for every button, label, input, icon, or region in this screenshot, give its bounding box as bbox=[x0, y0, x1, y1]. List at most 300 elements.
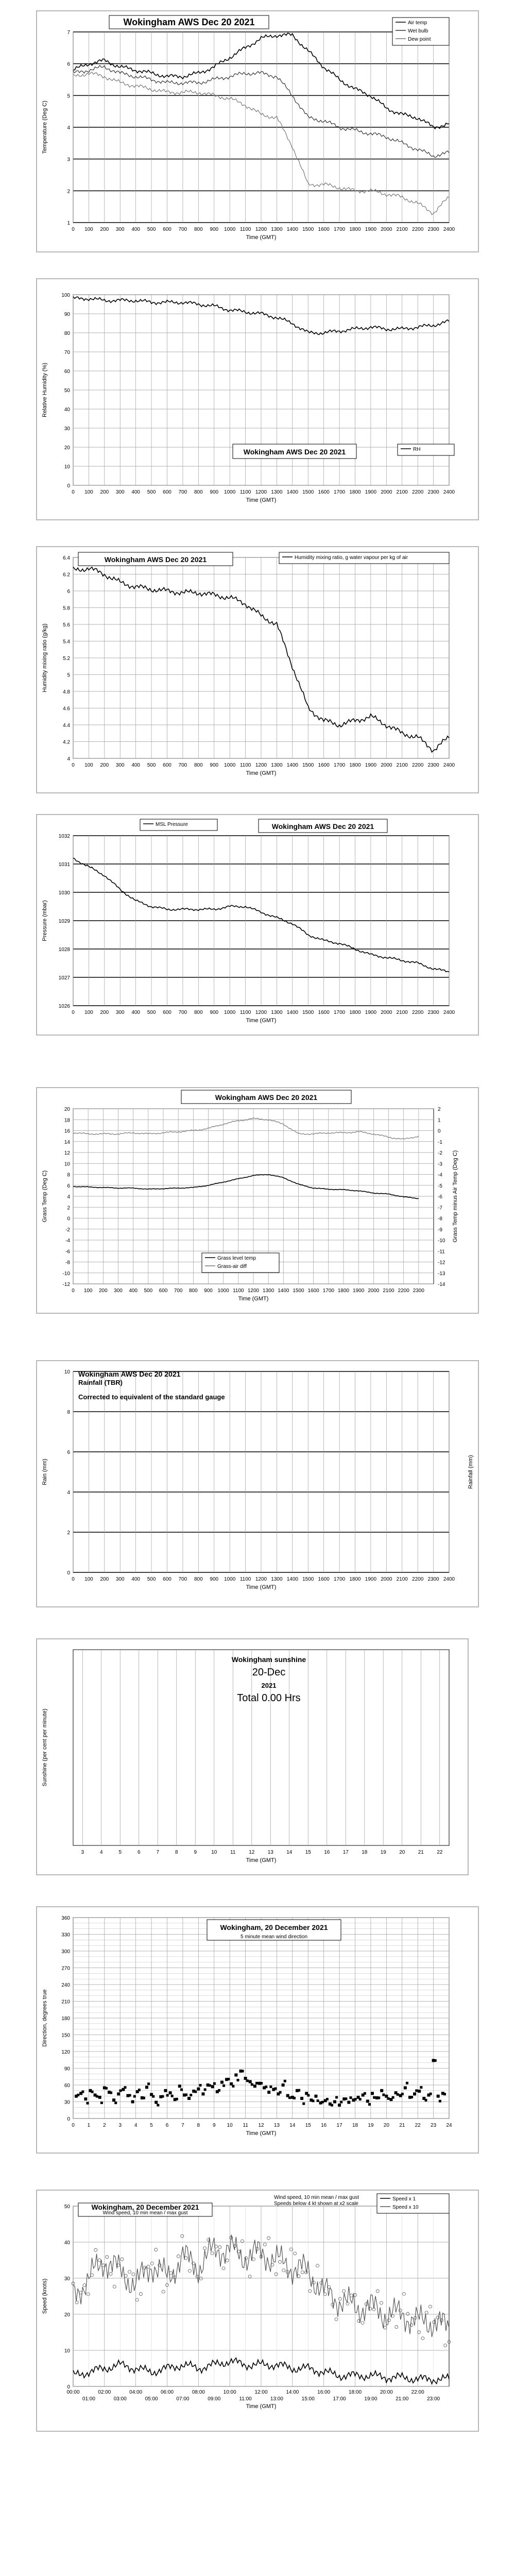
data-point bbox=[314, 2095, 317, 2098]
x-tick-label: 1400 bbox=[286, 489, 298, 495]
data-point bbox=[424, 2099, 427, 2102]
data-point bbox=[418, 2090, 421, 2093]
x-tick-label: 9 bbox=[212, 2123, 216, 2128]
x-tick-label: 200 bbox=[98, 1288, 108, 1294]
x-tick-label: 02:00 bbox=[98, 2389, 111, 2395]
data-point bbox=[91, 2091, 94, 2093]
x-tick-label: 2300 bbox=[427, 762, 439, 768]
data-point bbox=[96, 2095, 98, 2098]
x-tick-label: 12 bbox=[258, 2123, 264, 2128]
wind-direction-chart bbox=[37, 1907, 478, 2153]
x-tick-label: 1100 bbox=[239, 227, 251, 232]
y-tick-label: 5.2 bbox=[63, 656, 70, 662]
x-tick-label: 3 bbox=[81, 1850, 84, 1855]
x-axis-label: Time (GMT) bbox=[238, 1296, 269, 1302]
x-tick-label: 1500 bbox=[302, 1577, 314, 1582]
data-point bbox=[100, 2102, 103, 2104]
y2-tick-label: -12 bbox=[438, 1260, 445, 1266]
x-tick-label: 2200 bbox=[398, 1288, 409, 1294]
x-tick-label: 1800 bbox=[349, 1010, 361, 1015]
data-point bbox=[86, 2102, 89, 2105]
chart-title: Wokingham AWS Dec 20 2021 bbox=[215, 1093, 318, 1101]
x-tick-label: 1000 bbox=[224, 227, 236, 232]
x-tick-label: 10 bbox=[227, 2123, 233, 2128]
chart-subtitle-date: 20-Dec bbox=[252, 1667, 286, 1678]
x-tick-label: 2300 bbox=[427, 1577, 439, 1582]
data-point bbox=[338, 2104, 341, 2107]
y-tick-label: 1032 bbox=[58, 834, 70, 839]
y-tick-label: -12 bbox=[62, 1282, 70, 1287]
y-tick-label: 120 bbox=[61, 2049, 70, 2055]
data-point bbox=[443, 2093, 446, 2095]
x-tick-label: 1500 bbox=[302, 762, 314, 768]
x-tick-label: 1000 bbox=[224, 1577, 236, 1582]
data-point bbox=[152, 2095, 154, 2098]
y-tick-label: 10 bbox=[64, 464, 70, 470]
data-point bbox=[161, 2095, 164, 2098]
y-tick-label: 20 bbox=[64, 445, 70, 451]
x-tick-label: 1500 bbox=[302, 1010, 314, 1015]
x-tick-label: 2200 bbox=[412, 1577, 424, 1582]
y2-axis-label: Rainfall (mm) bbox=[468, 1455, 474, 1489]
x-tick-label: 400 bbox=[129, 1288, 138, 1294]
x-tick-label: 2400 bbox=[443, 1577, 455, 1582]
y2-tick-label: -10 bbox=[438, 1238, 445, 1244]
y-tick-label: 16 bbox=[64, 1128, 70, 1134]
x-tick-label: 2300 bbox=[427, 227, 439, 232]
x-tick-label: 1200 bbox=[247, 1288, 260, 1294]
data-point bbox=[288, 2096, 291, 2099]
y-tick-label: -2 bbox=[65, 1227, 70, 1233]
x-tick-label: 18 bbox=[362, 1850, 368, 1855]
y-tick-label: 6.4 bbox=[63, 555, 70, 561]
y-axis-label: Speed (knots) bbox=[42, 2278, 48, 2314]
data-point bbox=[77, 2094, 79, 2096]
x-tick-label: 1100 bbox=[239, 1010, 251, 1015]
x-tick-label: 19:00 bbox=[364, 2396, 377, 2402]
data-point bbox=[114, 2102, 117, 2104]
data-point bbox=[255, 2082, 258, 2084]
data-point bbox=[246, 2079, 249, 2082]
x-tick-label: 800 bbox=[194, 1010, 203, 1015]
data-point bbox=[430, 2093, 432, 2095]
chart-subtitle: Rainfall (TBR) bbox=[78, 1379, 123, 1386]
x-tick-label: 800 bbox=[194, 489, 203, 495]
x-tick-label: 1000 bbox=[217, 1288, 229, 1294]
x-tick-label: 11 bbox=[230, 1850, 236, 1855]
y-tick-label: 50 bbox=[64, 388, 70, 394]
x-tick-label: 200 bbox=[100, 227, 109, 232]
y-tick-label: 210 bbox=[61, 1999, 70, 2005]
y-axis-label: Humidity mixing ratio (g/kg) bbox=[42, 623, 48, 692]
y-tick-label: 50 bbox=[64, 2204, 70, 2210]
data-point bbox=[190, 2094, 192, 2096]
y-tick-label: 6.2 bbox=[63, 572, 70, 578]
wind-speed-chart bbox=[37, 2191, 478, 2431]
x-tick-label: 800 bbox=[188, 1288, 198, 1294]
x-tick-label: 1600 bbox=[318, 489, 330, 495]
x-tick-label: 21 bbox=[418, 1850, 424, 1855]
x-tick-label: 1900 bbox=[353, 1288, 365, 1294]
x-tick-label: 100 bbox=[84, 1010, 93, 1015]
legend-label: Dew point bbox=[408, 37, 431, 42]
x-tick-label: 600 bbox=[163, 1010, 171, 1015]
x-tick-label: 9 bbox=[194, 1850, 197, 1855]
data-point bbox=[145, 2086, 148, 2089]
data-point bbox=[197, 2088, 200, 2091]
temperature-chart-panel bbox=[36, 10, 479, 252]
data-point bbox=[178, 2084, 181, 2088]
x-tick-label: 17:00 bbox=[333, 2396, 346, 2402]
x-tick-label: 2200 bbox=[412, 1010, 424, 1015]
x-tick-label: 20 bbox=[383, 2123, 389, 2128]
data-point bbox=[415, 2089, 418, 2092]
x-tick-label: 400 bbox=[131, 489, 141, 495]
y-tick-label: 1027 bbox=[58, 975, 70, 981]
data-point bbox=[317, 2099, 319, 2102]
y-tick-label: 4.6 bbox=[63, 706, 70, 712]
y-tick-label: 5 bbox=[67, 93, 70, 99]
wind-speed-chart-panel bbox=[36, 2190, 479, 2432]
y-tick-label: 90 bbox=[64, 312, 70, 317]
data-point bbox=[293, 2097, 296, 2099]
data-point bbox=[119, 2089, 122, 2092]
x-tick-label: 12 bbox=[249, 1850, 255, 1855]
x-tick-label: 5 bbox=[150, 2123, 153, 2128]
y-tick-label: 40 bbox=[64, 407, 70, 413]
x-tick-label: 09:00 bbox=[208, 2396, 221, 2402]
data-point bbox=[434, 2059, 437, 2062]
pressure-chart-panel bbox=[36, 814, 479, 1036]
x-tick-label: 2300 bbox=[427, 489, 439, 495]
x-tick-label: 400 bbox=[131, 1577, 141, 1582]
x-tick-label: 2400 bbox=[443, 489, 455, 495]
data-point bbox=[187, 2097, 191, 2100]
x-tick-label: 05:00 bbox=[145, 2396, 158, 2402]
x-tick-label: 1300 bbox=[271, 762, 283, 768]
data-point bbox=[364, 2092, 366, 2095]
x-tick-label: 100 bbox=[83, 1288, 93, 1294]
x-tick-label: 1800 bbox=[349, 489, 361, 495]
x-tick-label: 2000 bbox=[381, 1010, 392, 1015]
data-point bbox=[154, 2101, 158, 2104]
y-axis-label: Relative Humidity (%) bbox=[42, 363, 48, 417]
x-tick-label: 1500 bbox=[293, 1288, 304, 1294]
x-tick-label: 12:00 bbox=[254, 2389, 268, 2395]
data-point bbox=[401, 2093, 404, 2095]
x-tick-label: 1000 bbox=[224, 489, 236, 495]
data-point bbox=[269, 2086, 272, 2088]
x-tick-label: 15:00 bbox=[301, 2396, 315, 2402]
data-point bbox=[321, 2101, 324, 2104]
data-point bbox=[371, 2092, 374, 2095]
x-tick-label: 1700 bbox=[333, 1577, 346, 1582]
x-tick-label: 300 bbox=[115, 1010, 125, 1015]
x-tick-label: 600 bbox=[163, 227, 171, 232]
x-tick-label: 700 bbox=[178, 762, 187, 768]
x-tick-label: 1400 bbox=[286, 762, 298, 768]
x-tick-label: 03:00 bbox=[113, 2396, 127, 2402]
x-tick-label: 1600 bbox=[318, 1010, 330, 1015]
x-axis-label: Time (GMT) bbox=[246, 1018, 277, 1024]
data-point bbox=[439, 2100, 441, 2103]
x-tick-label: 2100 bbox=[396, 489, 408, 495]
y2-tick-label: 2 bbox=[438, 1107, 441, 1112]
x-tick-label: 2100 bbox=[396, 1577, 408, 1582]
x-tick-label: 2300 bbox=[427, 1010, 439, 1015]
x-tick-label: 07:00 bbox=[176, 2396, 190, 2402]
data-point bbox=[143, 2097, 145, 2099]
x-tick-label: 2000 bbox=[381, 1577, 392, 1582]
x-tick-label: 100 bbox=[84, 1577, 93, 1582]
y2-tick-label: -7 bbox=[438, 1205, 442, 1211]
x-tick-label: 700 bbox=[178, 1010, 187, 1015]
x-tick-label: 200 bbox=[100, 489, 109, 495]
x-tick-label: 400 bbox=[131, 1010, 141, 1015]
x-tick-label: 500 bbox=[147, 227, 156, 232]
x-tick-label: 1800 bbox=[337, 1288, 350, 1294]
x-tick-label: 6 bbox=[165, 2123, 169, 2128]
data-point bbox=[307, 2094, 310, 2097]
x-tick-label: 2400 bbox=[443, 1010, 455, 1015]
data-point bbox=[380, 2089, 383, 2092]
y-tick-label: 180 bbox=[61, 2016, 70, 2022]
x-tick-label: 200 bbox=[100, 1577, 109, 1582]
chart-title: Wokingham, 20 December 2021 bbox=[220, 1923, 328, 1931]
data-point bbox=[176, 2098, 178, 2100]
x-tick-label: 1100 bbox=[239, 1577, 251, 1582]
x-tick-label: 700 bbox=[178, 1577, 187, 1582]
y2-axis-label: Grass Temp minus Air Temp (Deg C) bbox=[452, 1150, 458, 1243]
x-tick-label: 16 bbox=[321, 2123, 327, 2128]
y-tick-label: 0 bbox=[67, 1216, 70, 1222]
x-tick-label: 1700 bbox=[333, 762, 346, 768]
data-point bbox=[260, 2082, 263, 2084]
x-tick-label: 600 bbox=[163, 1577, 171, 1582]
x-tick-label: 2000 bbox=[381, 762, 392, 768]
legend-box bbox=[398, 444, 454, 455]
y-tick-label: 1 bbox=[67, 221, 70, 226]
plot-area bbox=[73, 1650, 449, 1845]
data-point bbox=[410, 2096, 413, 2098]
chart-subtitle: Wind speed, 10 min mean / max gust bbox=[274, 2195, 359, 2200]
chart-title: Wokingham AWS Dec 20 2021 bbox=[123, 17, 255, 27]
data-point bbox=[253, 2084, 256, 2088]
x-axis-label: Time (GMT) bbox=[246, 770, 277, 776]
x-tick-label: 6 bbox=[137, 1850, 141, 1855]
x-tick-label: 1900 bbox=[365, 489, 377, 495]
y-tick-label: -10 bbox=[62, 1270, 70, 1277]
x-tick-label: 1900 bbox=[365, 1577, 377, 1582]
data-point bbox=[300, 2097, 303, 2100]
data-point bbox=[218, 2089, 220, 2092]
x-tick-label: 00:00 bbox=[66, 2389, 80, 2395]
x-tick-label: 300 bbox=[115, 489, 125, 495]
y-tick-label: 3 bbox=[67, 157, 70, 163]
x-tick-label: 1300 bbox=[271, 227, 283, 232]
x-tick-label: 1200 bbox=[255, 762, 267, 768]
x-tick-label: 19 bbox=[380, 1850, 386, 1855]
x-tick-label: 22 bbox=[437, 1850, 443, 1855]
x-tick-label: 1200 bbox=[255, 227, 267, 232]
x-tick-label: 06:00 bbox=[160, 2389, 174, 2395]
x-tick-label: 22:00 bbox=[411, 2389, 424, 2395]
data-point bbox=[385, 2095, 388, 2098]
data-point bbox=[242, 2070, 244, 2072]
chart-subtitle-year: 2021 bbox=[261, 1682, 277, 1689]
y-tick-label: 300 bbox=[61, 1949, 70, 1955]
y-tick-label: 60 bbox=[64, 2083, 70, 2089]
y-tick-label: 100 bbox=[61, 293, 70, 298]
data-point bbox=[298, 2089, 300, 2092]
y-tick-label: 4 bbox=[67, 125, 70, 131]
x-tick-label: 1200 bbox=[255, 1010, 267, 1015]
x-tick-label: 1200 bbox=[255, 489, 267, 495]
x-tick-label: 100 bbox=[84, 227, 93, 232]
x-tick-label: 2000 bbox=[381, 489, 392, 495]
x-tick-label: 1600 bbox=[307, 1288, 319, 1294]
x-tick-label: 2000 bbox=[381, 227, 392, 232]
x-tick-label: 1600 bbox=[318, 762, 330, 768]
y-tick-label: 6 bbox=[67, 1183, 70, 1189]
chart-title: Wokingham AWS Dec 20 2021 bbox=[104, 555, 207, 564]
legend-label: RH bbox=[413, 447, 421, 452]
data-point bbox=[138, 2089, 141, 2091]
y-tick-label: 6 bbox=[67, 589, 70, 595]
x-tick-label: 4 bbox=[99, 1850, 103, 1855]
y-tick-label: 6 bbox=[67, 61, 70, 67]
x-tick-label: 0 bbox=[72, 762, 75, 768]
y-tick-label: 20 bbox=[64, 2312, 70, 2318]
y-tick-label: 4.8 bbox=[63, 689, 70, 695]
legend-label: Humidity mixing ratio, g water vapour per kg of air bbox=[295, 555, 408, 561]
data-point bbox=[124, 2086, 126, 2089]
y-tick-label: 5.8 bbox=[63, 605, 70, 612]
x-tick-label: 1400 bbox=[286, 227, 298, 232]
y-tick-label: 0 bbox=[67, 2116, 70, 2122]
y-tick-label: 30 bbox=[64, 2099, 70, 2106]
x-tick-label: 17 bbox=[342, 1850, 349, 1855]
x-tick-label: 1 bbox=[87, 2123, 91, 2128]
data-point bbox=[345, 2097, 347, 2100]
x-tick-label: 2400 bbox=[443, 762, 455, 768]
y-axis-label: Grass Temp (Deg C) bbox=[42, 1170, 48, 1223]
y-axis-label: Sunshine (per cent per minute) bbox=[42, 1708, 48, 1787]
y-tick-label: 0 bbox=[67, 483, 70, 489]
x-tick-label: 10 bbox=[211, 1850, 217, 1855]
x-tick-label: 1400 bbox=[278, 1288, 289, 1294]
x-tick-label: 15 bbox=[305, 2123, 311, 2128]
x-tick-label: 13 bbox=[267, 1850, 273, 1855]
data-point bbox=[333, 2100, 336, 2104]
sunshine-chart bbox=[37, 1639, 468, 1874]
x-axis-label: Time (GMT) bbox=[246, 1584, 277, 1590]
x-tick-label: 2100 bbox=[396, 227, 408, 232]
data-point bbox=[209, 2084, 211, 2087]
data-point bbox=[129, 2094, 131, 2096]
chart-subtitle: Wind speed, 10 min mean / max gust bbox=[102, 2210, 188, 2216]
y-tick-label: 4 bbox=[67, 756, 70, 762]
chart-title: Wokingham AWS Dec 20 2021 bbox=[78, 1370, 181, 1378]
data-point bbox=[251, 2083, 253, 2086]
x-tick-label: 900 bbox=[210, 1577, 219, 1582]
x-tick-label: 1100 bbox=[239, 489, 251, 495]
data-point bbox=[265, 2086, 267, 2088]
x-tick-label: 1600 bbox=[318, 227, 330, 232]
x-tick-label: 16 bbox=[324, 1850, 330, 1855]
x-tick-label: 1500 bbox=[302, 489, 314, 495]
y-tick-label: 90 bbox=[64, 2066, 70, 2072]
data-point bbox=[377, 2096, 380, 2099]
x-tick-label: 900 bbox=[210, 1010, 219, 1015]
data-point bbox=[112, 2098, 115, 2102]
legend-label: Grass level temp bbox=[217, 1256, 256, 1261]
y-tick-label: 5.4 bbox=[63, 639, 70, 645]
x-tick-label: 0 bbox=[72, 1577, 75, 1582]
y-tick-label: 30 bbox=[64, 2276, 70, 2282]
data-point bbox=[222, 2084, 225, 2087]
x-tick-label: 1800 bbox=[349, 1577, 361, 1582]
x-tick-label: 1900 bbox=[365, 1010, 377, 1015]
x-tick-label: 1000 bbox=[224, 762, 236, 768]
data-point bbox=[406, 2082, 408, 2084]
grass-temp-chart-panel bbox=[36, 1087, 479, 1314]
x-tick-label: 900 bbox=[210, 762, 219, 768]
x-tick-label: 900 bbox=[204, 1288, 213, 1294]
data-point bbox=[366, 2099, 369, 2103]
x-tick-label: 19 bbox=[368, 2123, 374, 2128]
data-point bbox=[213, 2082, 216, 2085]
x-tick-label: 1400 bbox=[286, 1577, 298, 1582]
y-tick-label: 18 bbox=[64, 1117, 70, 1124]
x-tick-label: 21 bbox=[399, 2123, 405, 2128]
x-tick-label: 01:00 bbox=[82, 2396, 95, 2402]
x-tick-label: 1700 bbox=[333, 489, 346, 495]
data-point bbox=[413, 2092, 416, 2095]
data-point bbox=[387, 2097, 389, 2100]
y2-tick-label: -9 bbox=[438, 1227, 442, 1233]
x-tick-label: 1300 bbox=[271, 1577, 283, 1582]
x-tick-label: 0 bbox=[72, 227, 75, 232]
y-tick-label: -8 bbox=[65, 1260, 70, 1266]
x-tick-label: 700 bbox=[178, 227, 187, 232]
x-tick-label: 200 bbox=[100, 762, 109, 768]
data-point bbox=[234, 2074, 237, 2077]
data-point bbox=[105, 2087, 108, 2090]
x-tick-label: 2100 bbox=[396, 1010, 408, 1015]
chart-annotation: Corrected to equivalent of the standard gauge bbox=[78, 1393, 225, 1401]
data-point bbox=[392, 2096, 394, 2099]
y-tick-label: 4 bbox=[67, 1490, 70, 1496]
x-tick-label: 500 bbox=[144, 1288, 153, 1294]
x-tick-label: 400 bbox=[131, 762, 141, 768]
x-tick-label: 8 bbox=[197, 2123, 200, 2128]
x-tick-label: 2300 bbox=[413, 1288, 424, 1294]
x-tick-label: 13:00 bbox=[270, 2396, 283, 2402]
x-tick-label: 600 bbox=[163, 762, 171, 768]
x-axis-label: Time (GMT) bbox=[246, 1857, 277, 1863]
x-tick-label: 14 bbox=[286, 1850, 293, 1855]
x-tick-label: 1400 bbox=[286, 1010, 298, 1015]
x-tick-label: 14:00 bbox=[286, 2389, 299, 2395]
humidity-chart-panel bbox=[36, 278, 479, 520]
y-tick-label: 240 bbox=[61, 1982, 70, 1988]
chart-title: Wokingham AWS Dec 20 2021 bbox=[271, 822, 374, 831]
y-tick-label: -6 bbox=[65, 1249, 70, 1255]
data-point bbox=[98, 2096, 101, 2099]
chart-annotation: Total 0.00 Hrs bbox=[237, 1692, 301, 1704]
x-tick-label: 1700 bbox=[333, 227, 346, 232]
